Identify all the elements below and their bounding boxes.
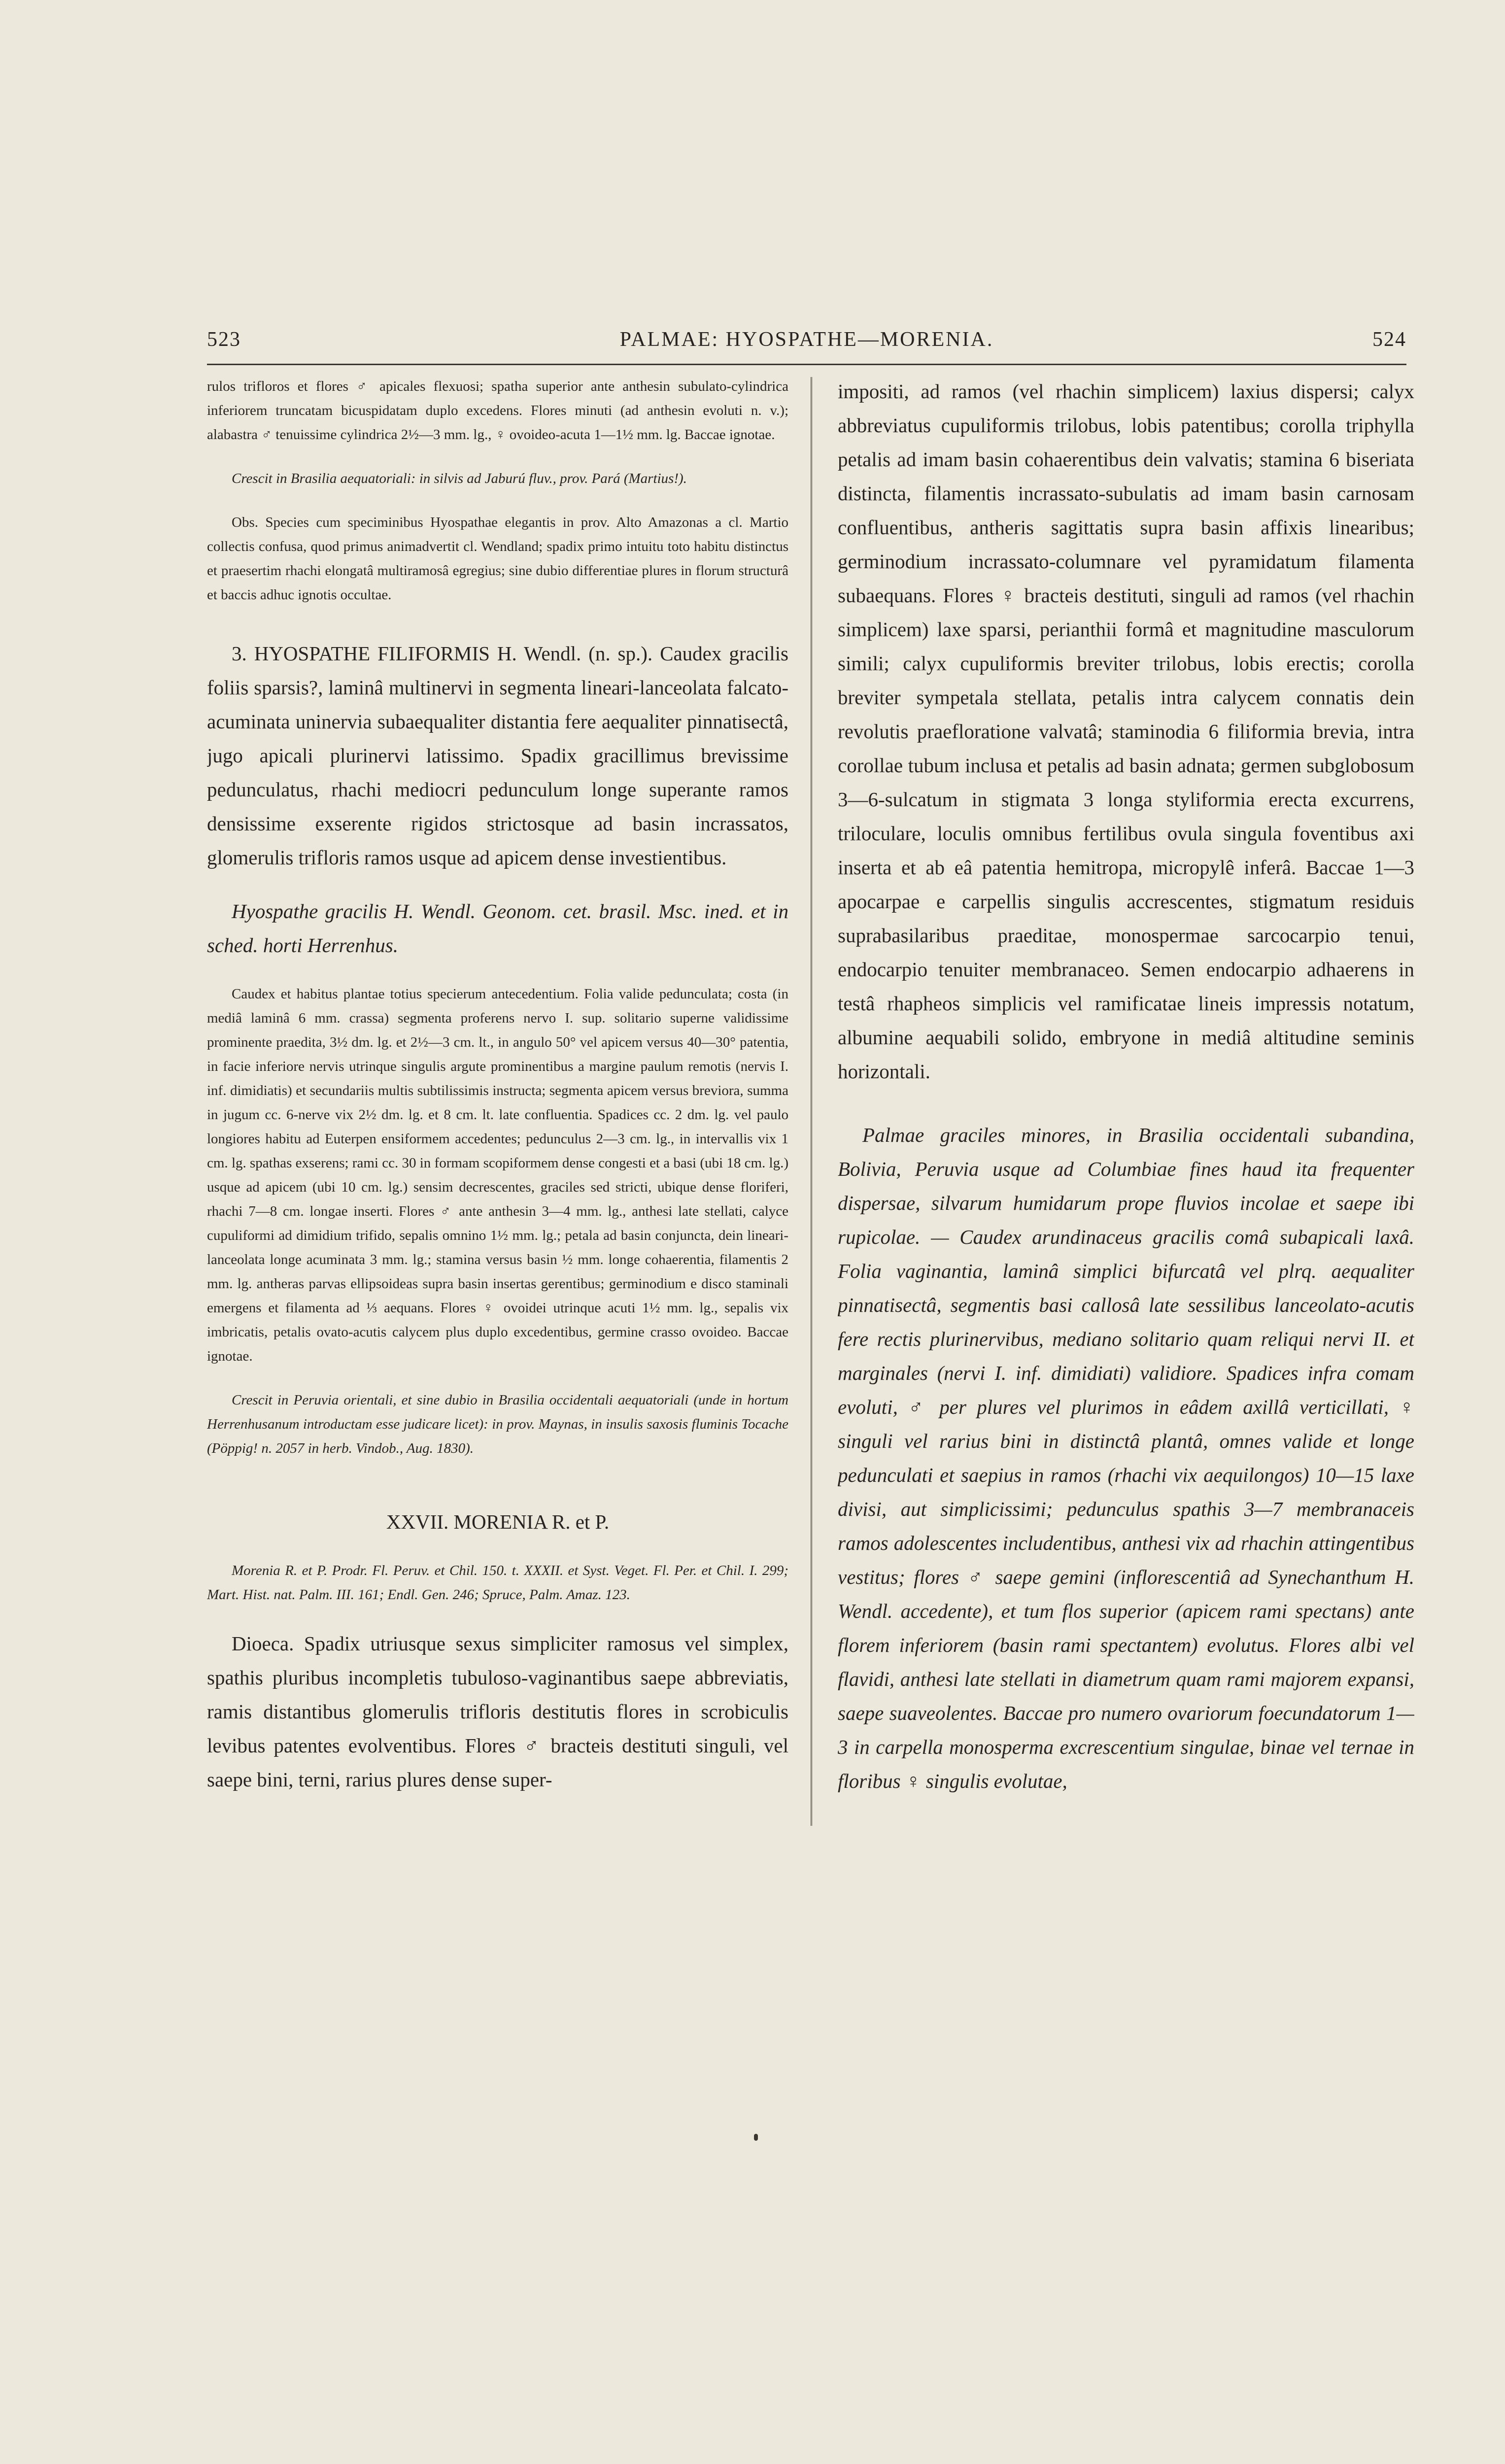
paragraph: Caudex et habitus plantae totius specierum antecedentium. Folia valide pedunculata; costa (in mediâ laminâ 6 mm. crassa) segmenta proferens nervo I. sup. solitario superne validissime prominente praedita, 3½ dm. lg. et 2½—3 cm. lt., in angulo 50° vel apicem versus 40—30° patentia, in facie inferiore nervis utrinque singulis argute prominentibus a margine paulum remotis (nervis I. inf. dimidiatis) et secundariis multis subtilissimis instructa; segmenta apicem versus breviora, summa in jugum cc. 6-nerve vix 2½ dm. lg. et 8 cm. lt. late confluentia. Spadices cc. 2 dm. lg. vel paulo longiores habitu ad Euterpen ensiformem accedentes; pedunculus 2—3 cm. lg., in intervallis vix 1 cm. lg. spathas exserens; rami cc. 30 in formam scopiformem dense congesti et a basi (ubi 18 cm. lg.) usque ad apicem (ubi 10 cm. lg.) sensim decrescentes, graciles sed stricti, ubique dense floriferi, rhachi 7—8 cm. longae inserti. Flores ♂ ante anthesin 3—4 mm. lg., anthesi late stellati, calyce cupuliformi ad dimidium trifido, sepalis omnino 1½ mm. lg.; petala ad basin conjuncta, dein lineari-lanceolata longe acuminata 3 mm. lg.; stamina versus basin ½ mm. longe cohaerentia, filamentis 2 mm. lg. antheras parvas ellipsoideas supra basin insertas gerentibus; germinodium e disco staminali emergens et filamenta ad ⅓ aequans. Flores ♀ ovoidei utrinque acuti 1½ mm. lg., sepalis vix imbricatis, petalis ovato-acutis calycem plus duplo excedentibus, germine crasso ovoideo. Baccae ignotae. xyxy=(207,986,788,1364)
paragraph: Hyospathe gracilis H. Wendl. Geonom. cet. brasil. Msc. ined. et in sched. horti Herrenhus. xyxy=(207,900,788,957)
page-number-left: 523 xyxy=(207,328,241,351)
paragraph: Palmae graciles minores, in Brasilia occidentali subandina, Bolivia, Peruvia usque ad Columbiae fines haud ita frequenter dispersae, silvarum humidarum prope fluvios incolae et saepe ibi rupicolae. — Caudex arundinaceus gracilis comâ subapicali laxâ. Folia vaginantia, laminâ simplici bifurcatâ vel plrq. aequaliter pinnatisectâ, segmentis basi callosâ late sessilibus lanceolato-acutis fere rectis plurinervibus, mediano solitario quam reliqui nervi II. et marginales (nervi I. inf. dimidiati) validiore. Spadices infra comam evoluti, ♂ per plures vel plurimos in eâdem axillâ verticillati, ♀ singuli vel rarius bini in distinctâ plantâ, omnes valide et longe pedunculati et saepius in ramos (rhachi vix aequilongos) 10—15 laxe divisi, aut simplicissimi; pedunculus spathis 3—7 membranaceis ramos adolescentes includentibus, anthesi vix ad rhachin attingentibus vestitus; flores ♂ saepe gemini (inflorescentiâ ad Synechanthum H. Wendl. accedente), et tum flos superior (apicem rami spectans) ante florem inferiorem (basin rami spectantem) evolutus. Flores albi vel flavidi, anthesi late stellati in diametrum quam rami majorem expansi, saepe suaveolentes. Baccae pro numero ovariorum foecundatorum 1—3 in carpella monosperma excrescentium singulae, binae vel ternae in floribus ♀ singulis evolutae, xyxy=(838,1124,1414,1792)
header-rule xyxy=(207,364,1406,365)
paragraph: impositi, ad ramos (vel rhachin simplicem) laxius dispersi; calyx abbreviatus cupuliformis trilobus, lobis patentibus; corolla triphylla petalis ad imam basin cohaerentibus dein valvatis; stamina 6 biseriata distincta, filamentis incrassato-subulatis ad imam basin carnosam confluentibus, antheris sagittatis supra basin affixis linearibus; germinodium incrassato-columnare vel pyramidatum filamenta subaequans. Flores ♀ bracteis destituti, singuli ad ramos (vel rhachin simplicem) laxe sparsi, perianthii formâ et magnitudine masculorum simili; calyx cupuliformis breviter trilobus, lobis erectis; corolla breviter sympetala stellata, petalis intra calycem connatis dein revolutis praefloratione valvatâ; staminodia 6 filiformia brevia, intra corollae tubum inclusa et petalis ad basin adnata; germen subglobosum 3—6-sulcatum in stigmata 3 longa styliformia erecta excurrens, triloculare, loculis omnibus fertilibus ovula singula foventibus axi inserta et ab eâ patentia hemitropa, micropylê inferâ. Baccae 1—3 apocarpae e carpellis singulis accrescentes, stigmatum residuis suprabasilaribus praeditae, monospermae sarcocarpio tenui, endocarpio tenuiter membranaceo. Semen endocarpio adhaerens in testâ rhapheos simplicis vel ramificatae lineis impressis notatum, albumine aequabili solido, embryone in mediâ altitudine seminis horizontali. xyxy=(838,380,1414,1083)
paragraph: Morenia R. et P. Prodr. Fl. Peruv. et Chil. 150. t. XXXII. et Syst. Veget. Fl. Per. et Chil. I. 299; Mart. Hist. nat. Palm. III. 161; Endl. Gen. 246; Spruce, Palm. Amaz. 123. xyxy=(207,1563,788,1603)
paragraph: Dioeca. Spadix utriusque sexus simpliciter ramosus vel simplex, spathis pluribus incompletis tubuloso-vaginantibus saepe abbreviatis, ramis distantibus glomerulis trifloris destitutis flores in scrobiculis levibus patentes evolventibus. Flores ♂ bracteis destituti singuli, vel saepe bini, terni, rarius plures dense super- xyxy=(207,1632,788,1791)
right-column xyxy=(838,375,1414,1902)
running-header xyxy=(207,328,1406,357)
section-heading: XXVII. MORENIA R. et P. xyxy=(386,1510,610,1533)
paragraph: Crescit in Peruvia orientali, et sine dubio in Brasilia occidentali aequatoriali (unde in hortum Herrenhusanum introductam esse judicare licet): in prov. Maynas, in insulis saxosis fluminis Tocache (Pöppig! n. 2057 in herb. Vindob., Aug. 1830). xyxy=(207,1392,788,1456)
paragraph: rulos trifloros et flores ♂ apicales flexuosi; spatha superior ante anthesin subulato-cylindrica inferiorem truncatam bicuspidatam duplo excedens. Flores minuti (ad anthesin evoluti n. v.); alabastra ♂ tenuissime cylindrica 2½—3 mm. lg., ♀ ovoideo-acuta 1—1½ mm. lg. Baccae ignotae. xyxy=(207,378,788,443)
left-column xyxy=(207,375,788,1902)
column-divider xyxy=(811,377,812,1826)
paragraph: 3. HYOSPATHE FILIFORMIS H. Wendl. (n. sp.). Caudex gracilis foliis sparsis?, laminâ multinervi in segmenta lineari-lanceolata falcato-acuminata uninervia subaequaliter distantia fere aequaliter pinnatisectâ, jugo apicali plurinervi latissimo. Spadix gracillimus brevissime pedunculatus, rhachi mediocri pedunculum longe superante ramos densissime exserente rigidos strictosque ad basin incrassatos, glomerulis trifloris ramos usque ad apicem dense investientibus. xyxy=(207,642,788,869)
ornament-mark xyxy=(754,2134,758,2141)
running-title: PALMAE: HYOSPATHE—MORENIA. xyxy=(619,328,994,351)
page-number-right: 524 xyxy=(1372,328,1406,351)
paragraph: Obs. Species cum speciminibus Hyospathae elegantis in prov. Alto Amazonas a cl. Martio collectis confusa, quod primus animadvertit cl. Wendland; spadix primo intuitu toto habitu distinctus et praesertim rhachi elongatâ multiramosâ egregius; sine dubio differentiae plures in florum structurâ et baccis adhuc ignotis occultae. xyxy=(207,514,788,603)
paragraph: Crescit in Brasilia aequatoriali: in silvis ad Jaburú fluv., prov. Pará (Martius!). xyxy=(232,471,687,486)
